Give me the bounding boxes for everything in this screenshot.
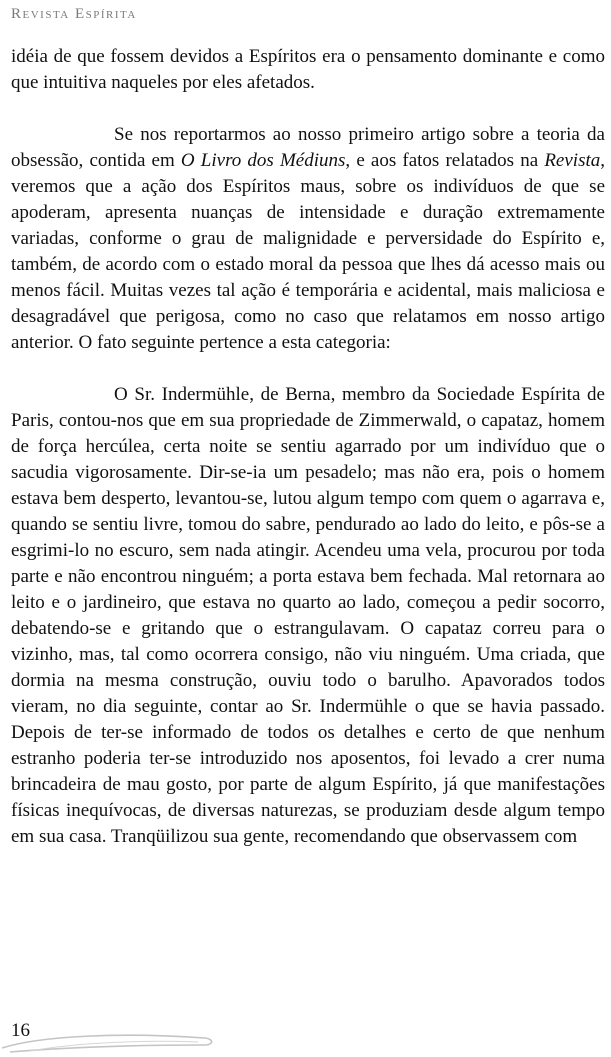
italic-title: Revista [544,150,601,171]
paragraph [11,382,605,850]
paragraph-text: , e aos fatos relatados na [345,150,545,171]
paragraph-text: O Sr. Indermühle, de Berna, membro da Sociedade Espírita de Paris, contou-nos que em sua propriedade de Zimmerwald, o capataz, homem de força hercúlea, certa noite se sentiu agarrado por um indivíduo que o sacudia vigorosamente. Dir-se-ia um pesadelo; mas não era, pois o homem estava bem desperto, levantou-se, lutou algum tempo com quem o agarrava e, quando se sentiu livre, tomou do sabre, pendurado ao lado do leito, e pôs-se a esgrimi-lo no escuro, sem nada atingir. Acendeu uma vela, procurou por toda parte e não encontrou ninguém; a porta estava bem fechada. Mal retornara ao leito e o jardineiro, que estava no quarto ao lado, começou a pedir socorro, debatendo-se e gritando que o estrangulavam. O capataz correu para o vizinho, mas, tal como ocorrera consigo, não viu ninguém. Uma criada, que dormia na mesma construção, ouviu todo o barulho. Apavorados todos vieram, no dia seguinte, contar ao Sr. Indermühle o que se havia passado. Depois de ter-se informado de todos os detalhes e certo de que nenhum estranho poderia ter-se introduzido nos aposentos, foi levado a crer numa brincadeira de mau gosto, por parte de algum Espírito, já que manifestações físicas inequívocas, de diversas naturezas, se produziam desde algum tempo em sua casa. Tranqüilizou sua gente, recomendando que observassem com [11,384,605,847]
page-number: 16 [11,1020,30,1041]
running-header: Revista Espírita [11,6,137,22]
paragraph-text: Se nos reportarmos ao nosso primeiro artigo sobre a teoria da obsessão, contida em [11,124,605,171]
paragraph-text: idéia de que fossem devidos a Espíritos era o pensamento dominante e como que intuitiva naqueles por eles afetados. [11,46,605,93]
paragraph [11,44,605,96]
page-ornament [0,1018,220,1054]
paragraph [11,122,605,356]
italic-title: O Livro dos Médiuns [180,150,346,171]
paragraph-text: , veremos que a ação dos Espíritos maus, sobre os indivíduos de que se apoderam, apresenta nuanças de intensidade e duração extremamente variadas, conforme o grau de malignidade e perversidade do Espírito e, também, de acordo com o estado moral da pessoa que lhes dá acesso mais ou menos fácil. Muitas vezes tal ação é temporária e acidental, mais maliciosa e desagradável que perigosa, como no caso que relatamos em nosso artigo anterior. O fato seguinte pertence a esta categoria: [11,150,605,353]
page-body [11,44,605,850]
